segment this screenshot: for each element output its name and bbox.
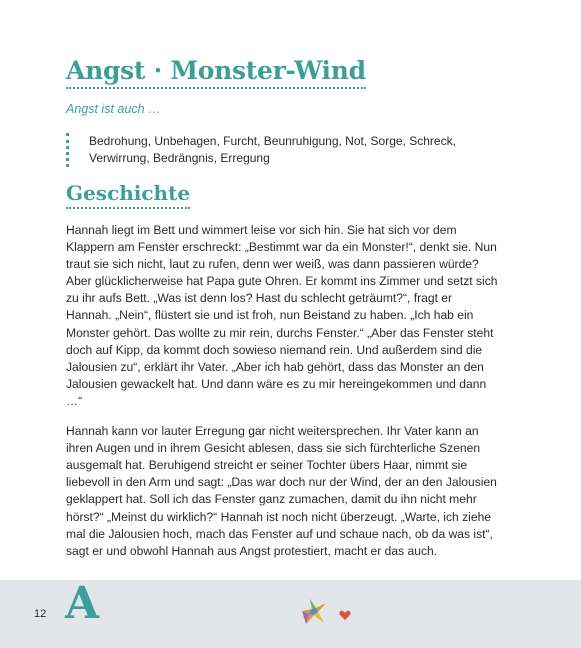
story-paragraph: Hannah kann vor lauter Erregung gar nicht weitersprechen. Ihr Vater kann an ihren Augen und in ihrem Gesicht ablesen, dass sie sich fürchterliche Szenen ausgemalt hat. Beruhigend streicht er seiner Tochter übers Haar, nimmt sie liebevoll in den Arm und sagt: „Das war doch nur der Wind, der an den Jalousien geklappert hat. Soll ich das Fenster ganz zumachen, damit du ihn nicht mehr hörst?“ „Meinst du wirklich?“ Hannah ist noch nicht überzeugt. „Warte, ich ziehe mal die Jalousien hoch, mach das Fenster auf und schaue nach, ob da was ist“, sagt er und obwohl Hannah aus Angst protestiert, macht er das auch.	[66, 424, 497, 558]
section-heading: Geschichte	[66, 181, 190, 209]
story-paragraph: Hannah liegt im Bett und wimmert leise vor sich hin. Sie hat sich vor dem Klappern am Fenster erschreckt: „Bestimmt war da ein Monster!“, denkt sie. Nun traut sie sich nicht, laut zu rufen, denn wer weiß, was dann passieren würde? Aber glücklicherweise hat Papa gute Ohren. Er kommt ins Zimmer und setzt sich zu ihr aufs Bett. „Was ist denn los? Hast du schlecht geträumt?“, fragt er Hannah. „Nein“, flüstert sie und ist froh, nun Beistand zu haben. „Ich hab ein Monster gehört. Das wollte zu mir rein, durchs Fenster.“ „Aber das Fenster steht doch auf Kipp, da kommt doch sowieso niemand rein. Und außerdem sind die Jalousien zu“, erklärt ihr Vater. „Aber ich hab gehört, dass das Monster an den Jalousien gewackelt hat. Und dann wäre es zu mir hereingekommen und dann …“	[66, 223, 498, 408]
story-text	[66, 222, 498, 573]
heart-icon	[339, 610, 351, 621]
page-footer	[0, 580, 581, 648]
synonym-list: Bedrohung, Unbehagen, Furcht, Beunruhigung, Not, Sorge, Schreck, Verwirrung, Bedrängnis, Erregung	[66, 133, 506, 167]
bird-icon	[298, 597, 330, 627]
chapter-letter: A	[65, 578, 100, 629]
subtitle: Angst ist auch …	[66, 102, 161, 116]
page-number: 12	[34, 608, 47, 620]
page-title: Angst · Monster-Wind	[66, 56, 366, 89]
